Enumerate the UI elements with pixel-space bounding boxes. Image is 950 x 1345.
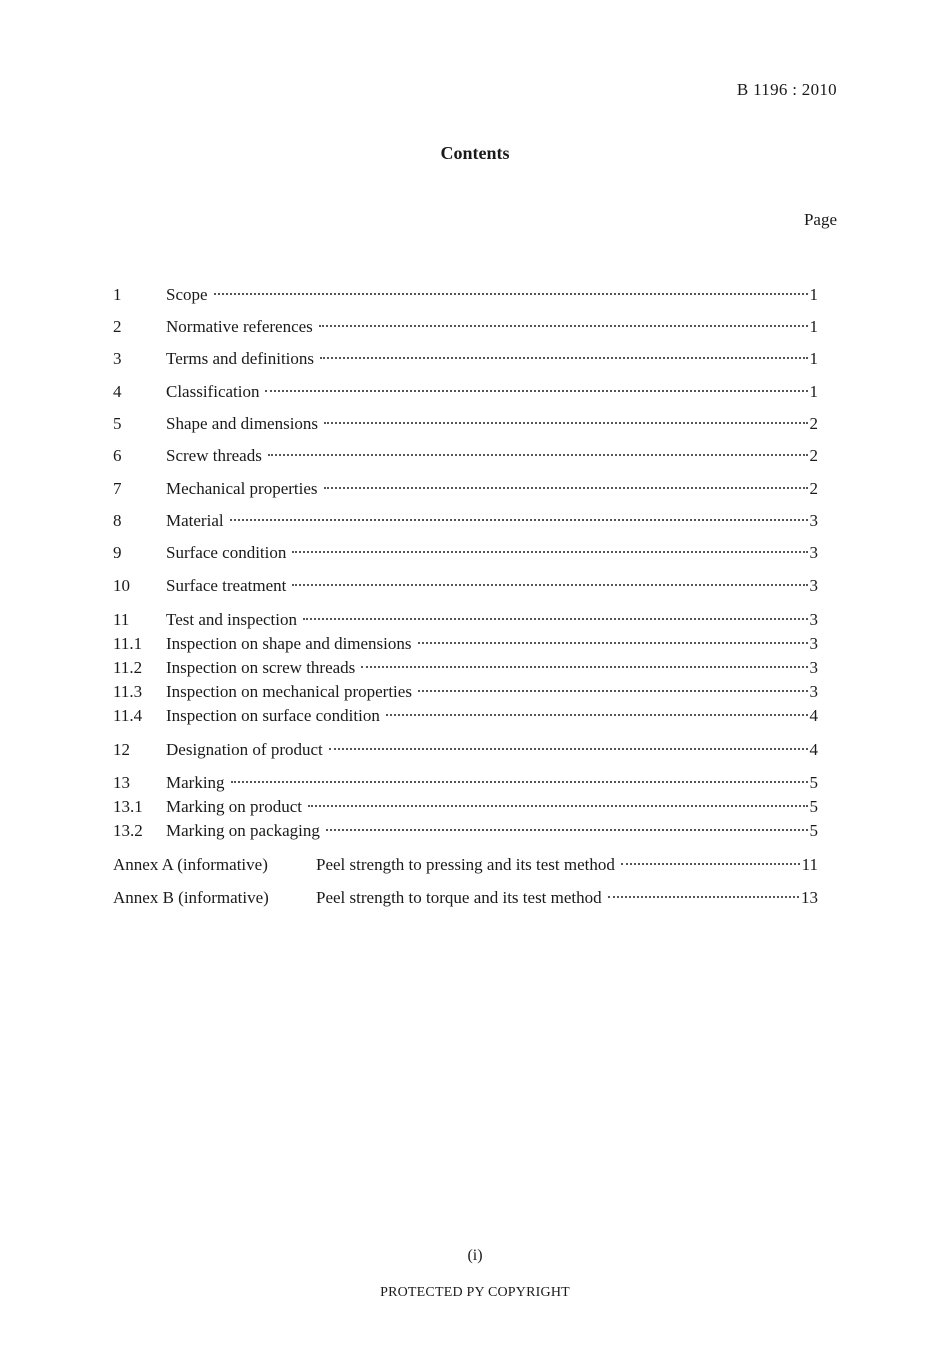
toc-entry[interactable] [113,609,818,631]
toc-entry-number: 13 [113,773,130,792]
toc-entry-title: Classification [166,382,260,401]
toc-entry-title: Test and inspection [166,610,298,629]
dot-leader [230,519,808,521]
dot-leader [214,293,808,295]
toc-entry-page: 3 [809,682,818,701]
annex-page: 13 [801,888,818,907]
toc-entry-title: Marking on packaging [166,821,320,840]
annex-label: Annex A (informative) [113,855,268,874]
toc-entry[interactable] [113,772,818,794]
dot-leader [418,642,808,644]
toc-entry-page: 1 [809,382,818,401]
toc-entry[interactable] [113,348,818,370]
toc-entry-title: Material [166,511,224,530]
toc-entry-page: 1 [809,349,818,368]
toc-entry-title: Designation of product [166,740,323,759]
page-folio: (i) [467,1247,483,1264]
dot-leader [319,325,808,327]
toc-entry-page: 5 [809,773,818,792]
toc-entry-page: 3 [809,634,818,653]
toc-entry-title: Marking [166,773,225,792]
dot-leader [361,666,807,668]
toc-entry-title: Surface condition [166,543,287,562]
toc-entry[interactable] [113,542,818,564]
toc-entry-number: 5 [113,414,122,433]
dot-leader [292,584,807,586]
toc-entry-number: 9 [113,543,122,562]
toc-entry-page: 5 [809,821,818,840]
dot-leader [265,390,807,392]
dot-leader [308,805,808,807]
annex-title: Peel strength to pressing and its test method [316,855,615,874]
toc-entry[interactable] [113,478,818,500]
dot-leader [329,748,808,750]
toc-entry[interactable] [113,820,818,842]
toc-entry[interactable] [113,381,818,403]
toc-entry-title: Marking on product [166,797,302,816]
dot-leader [231,781,808,783]
toc-entry-title: Mechanical properties [166,479,318,498]
annex-page: 11 [801,855,818,874]
toc-entry-page: 2 [809,446,818,465]
toc-entry-page: 3 [809,511,818,530]
toc-entry-number: 4 [113,382,122,401]
toc-entry-number: 13.1 [113,797,143,816]
toc-entry-number: 12 [113,740,130,759]
toc-entry-number: 10 [113,576,130,595]
toc-entry-number: 13.2 [113,821,143,840]
toc-entry-title: Inspection on surface condition [166,706,380,725]
toc-entry-number: 11.2 [113,658,143,677]
dot-leader [608,896,799,898]
toc-entry-number: 11 [113,610,130,629]
toc-entry[interactable] [113,705,818,727]
toc-entry[interactable] [113,739,818,761]
toc-entry-title: Inspection on screw threads [166,658,356,677]
toc-entry-title: Inspection on mechanical properties [166,682,412,701]
toc-entry[interactable] [113,633,818,655]
toc-entry-page: 3 [809,576,818,595]
toc-entry-title: Shape and dimensions [166,414,319,433]
toc-entry-title: Normative references [166,317,313,336]
dot-leader [268,454,808,456]
toc-entry-page: 3 [809,610,818,629]
dot-leader [326,829,808,831]
toc-entry[interactable] [113,510,818,532]
toc-entry-number: 3 [113,349,122,368]
toc-entry-title: Terms and definitions [166,349,315,368]
copyright-notice: PROTECTED PY COPYRIGHT [380,1285,570,1300]
toc-entry-page: 2 [809,479,818,498]
toc-entry[interactable] [113,284,818,306]
toc-entry-number: 11.3 [113,682,143,701]
dot-leader [418,690,808,692]
toc-entry[interactable] [113,657,818,679]
standard-code: B 1196 : 2010 [736,80,837,99]
dot-leader [324,487,808,489]
page-column-heading: Page [803,210,837,229]
toc-entry-number: 11.4 [113,706,143,725]
toc-entry-title: Screw threads [166,446,262,465]
annex-entry[interactable] [113,854,818,876]
dot-leader [386,714,808,716]
toc-entry[interactable] [113,316,818,338]
toc-entry-number: 11.1 [113,634,143,653]
toc-entry-number: 1 [113,285,122,304]
toc-entry-page: 4 [809,706,818,725]
toc-entry[interactable] [113,445,818,467]
page-title: Contents [440,143,510,163]
toc-entry-page: 1 [809,285,818,304]
toc-entry[interactable] [113,413,818,435]
dot-leader [303,618,807,620]
toc-entry[interactable] [113,681,818,703]
toc-entry-page: 1 [809,317,818,336]
dot-leader [320,357,807,359]
dot-leader [292,551,807,553]
toc-entry-page: 5 [809,797,818,816]
toc-entry[interactable] [113,575,818,597]
toc-entry-title: Surface treatment [166,576,287,595]
annex-entry[interactable] [113,887,818,909]
annex-title: Peel strength to torque and its test method [316,888,602,907]
annex-label: Annex B (informative) [113,888,269,907]
dot-leader [621,863,800,865]
toc-entry-page: 2 [809,414,818,433]
toc-entry-title: Scope [166,285,208,304]
toc-entry-title: Inspection on shape and dimensions [166,634,412,653]
toc-entry-page: 4 [809,740,818,759]
toc-entry[interactable] [113,796,818,818]
dot-leader [324,422,807,424]
toc-entry-page: 3 [809,658,818,677]
toc-entry-number: 2 [113,317,122,336]
toc-entry-page: 3 [809,543,818,562]
toc-entry-number: 8 [113,511,122,530]
toc-entry-number: 6 [113,446,122,465]
toc-entry-number: 7 [113,479,122,498]
